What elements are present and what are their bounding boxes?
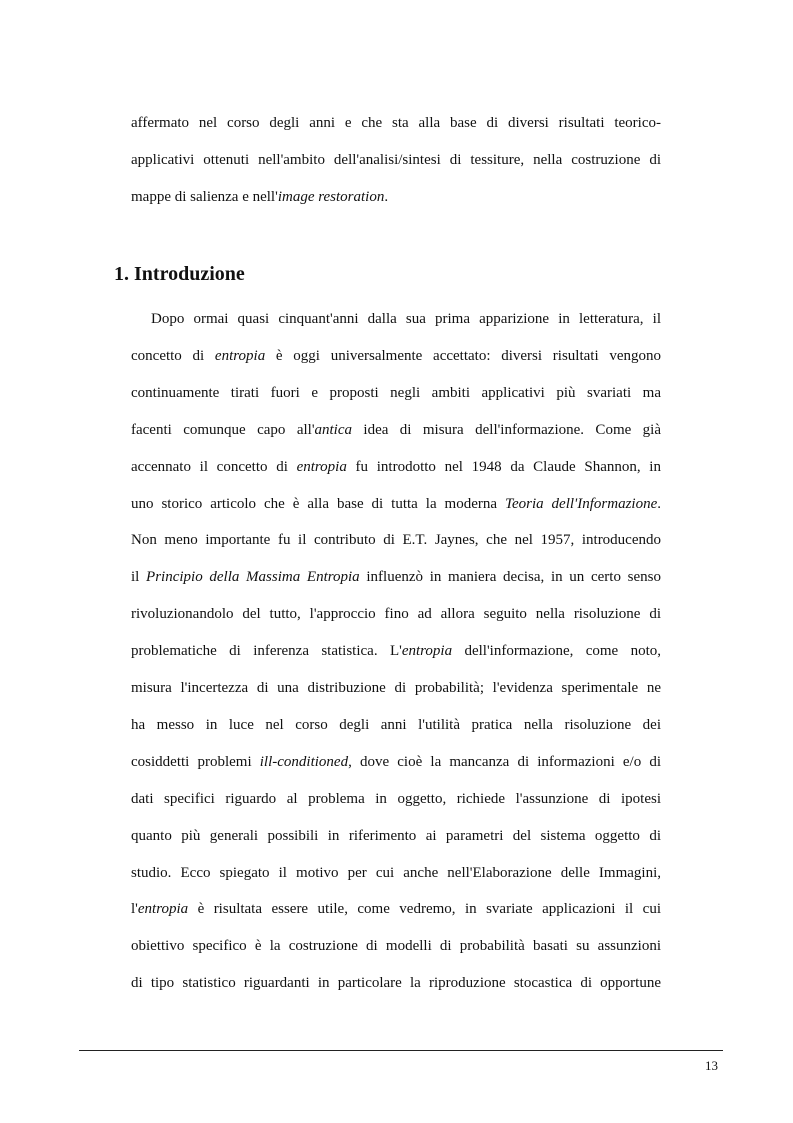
text-run: influenzò in maniera decisa, in un certo senso: [359, 569, 661, 586]
text-run: continuamente tirati fuori e proposti negli ambiti applicativi più svariati ma: [131, 384, 661, 401]
text-run: mappe di salienza e nell': [131, 189, 278, 205]
text-run: dati specifici riguardo al problema in oggetto, richiede l'assunzione di ipotesi: [131, 790, 661, 807]
text-run: , dove cioè la mancanza di informazioni e/o di: [348, 753, 662, 770]
text-run: di tipo statistico riguardanti in particolare la riproduzione stocastica di opportune: [131, 975, 661, 992]
text-line: [131, 383, 661, 403]
text-run: facenti comunque capo all': [131, 421, 315, 438]
text-line: [131, 899, 661, 919]
text-line: [131, 863, 661, 883]
text-line: [131, 567, 661, 587]
text-line: [131, 346, 661, 366]
italic-term: antica: [314, 421, 353, 438]
text-run: studio. Ecco spiegato il motivo per cui anche nell'Elaborazione delle Immagini,: [131, 864, 661, 881]
text-run: problematiche di inferenza statistica. L': [131, 643, 402, 660]
text-run: cosiddetti problemi: [131, 753, 260, 770]
text-line: [131, 789, 661, 809]
text-line: [131, 641, 661, 661]
text-run: Non meno importante fu il contributo di E.T. Jaynes, che nel 1957, introducendo: [131, 532, 661, 549]
italic-term: entropia: [296, 458, 347, 475]
italic-term: ill-conditioned: [259, 753, 349, 770]
footer-rule: [79, 1050, 723, 1051]
text-line: [131, 309, 661, 329]
text-line: [131, 604, 661, 624]
text-run: uno storico articolo che è alla base di tutta la moderna: [131, 495, 505, 512]
text-run: fu introdotto nel 1948 da Claude Shannon, in: [346, 458, 661, 475]
text-run: l': [131, 901, 138, 918]
text-run: applicativi ottenuti nell'ambito dell'analisi/sintesi di tessiture, nella costruzione di: [131, 152, 661, 168]
text-run: obiettivo specifico è la costruzione di modelli di probabilità basati su assunzioni: [131, 938, 661, 955]
text-run: .: [384, 189, 389, 205]
italic-term: entropia: [401, 643, 453, 660]
text-run: .: [657, 495, 662, 512]
italic-term: entropia: [214, 347, 266, 364]
text-run: concetto di: [131, 347, 215, 364]
section-heading: 1. Introduzione: [114, 263, 245, 285]
italic-term: Principio della Massima Entropia: [146, 569, 360, 586]
text-line: [131, 973, 661, 993]
text-run: misura l'incertezza di una distribuzione di probabilità; l'evidenza sperimentale ne: [131, 680, 661, 696]
text-line: [131, 530, 661, 550]
page-number: 13: [705, 1058, 718, 1073]
text-line: [131, 678, 661, 698]
italic-term: entropia: [137, 901, 189, 918]
italic-term: image restoration: [277, 189, 385, 205]
text-line: [131, 150, 661, 170]
text-line: [131, 494, 661, 514]
text-run: affermato nel corso degli anni e che sta alla base di diversi risultati teorico-: [131, 115, 661, 131]
text-line: [131, 113, 661, 133]
text-run: rivoluzionandolo del tutto, l'approccio fino ad allora seguito nella risoluzione di: [131, 606, 661, 623]
italic-term: Teoria dell'Informazione: [504, 495, 658, 512]
text-line: [131, 420, 661, 440]
text-run: è risultata essere utile, come vedremo, in svariate applicazioni il cui: [188, 901, 661, 918]
text-run: quanto più generali possibili in riferimento ai parametri del sistema oggetto di: [131, 827, 661, 844]
text-line: [131, 936, 661, 956]
text-run: il: [131, 569, 147, 586]
text-line: [131, 457, 661, 477]
text-line: [131, 715, 661, 735]
text-run: dell'informazione, come noto,: [452, 643, 661, 660]
text-run: è oggi universalmente accettato: diversi risultati vengono: [265, 347, 661, 364]
text-run: accennato il concetto di: [131, 458, 297, 475]
text-line: [131, 187, 661, 207]
text-line: [131, 752, 661, 772]
text-line: [131, 826, 661, 846]
text-run: idea di misura dell'informazione. Come già: [352, 421, 661, 438]
text-run: ha messo in luce nel corso degli anni l'utilità pratica nella risoluzione dei: [131, 716, 661, 733]
text-run: Dopo ormai quasi cinquant'anni dalla sua prima apparizione in letteratura, il: [151, 311, 661, 327]
